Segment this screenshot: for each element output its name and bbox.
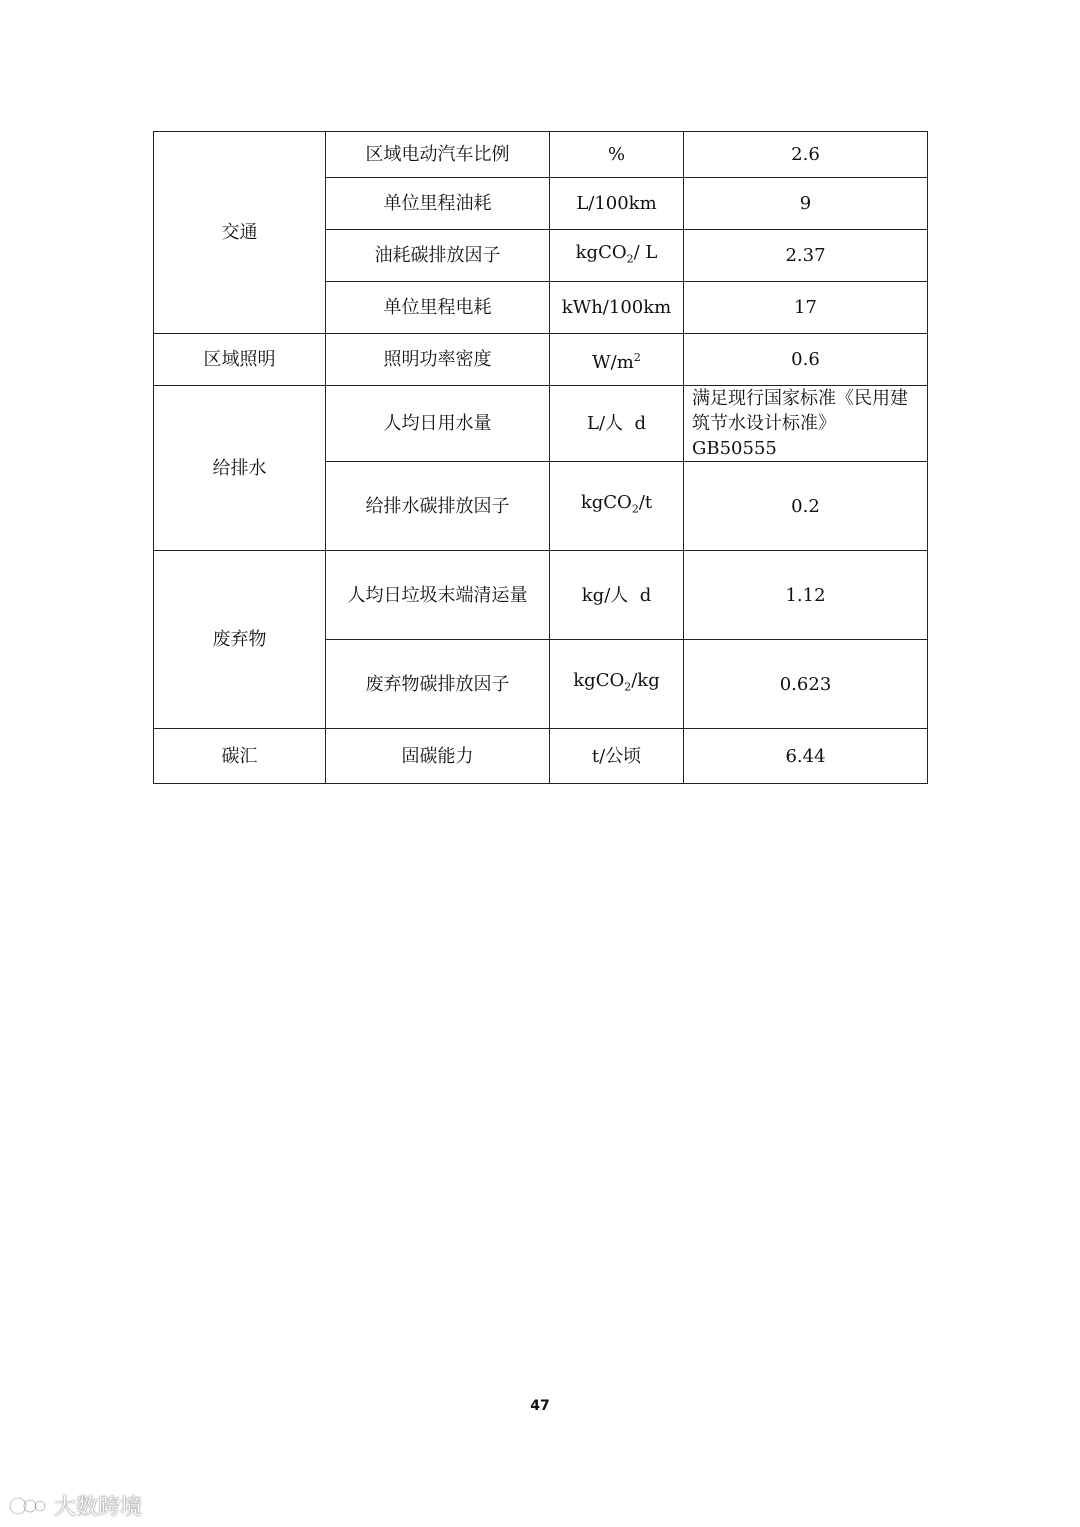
indicator-cell: 区域电动汽车比例: [326, 132, 550, 178]
table-row: [154, 334, 928, 386]
unit-cell: kg/人 d: [550, 551, 684, 640]
indicator-cell: 照明功率密度: [326, 334, 550, 386]
unit-cell: [550, 334, 684, 386]
value-cell: 2.37: [684, 230, 928, 282]
unit-prefix: kgCO: [580, 492, 632, 514]
indicator-cell: 人均日用水量: [326, 386, 550, 462]
unit-cell: t/公顷: [550, 729, 684, 784]
unit-prefix: kgCO: [573, 670, 625, 692]
indicator-cell: 给排水碳排放因子: [326, 462, 550, 551]
unit-cell: %: [550, 132, 684, 178]
indicator-cell: 人均日垃圾末端清运量: [326, 551, 550, 640]
indicator-cell: 废弃物碳排放因子: [326, 640, 550, 729]
unit-cell: L/100km: [550, 178, 684, 230]
indicator-cell: 单位里程油耗: [326, 178, 550, 230]
unit-suffix: / L: [633, 241, 658, 263]
value-cell: 满足现行国家标准《民用建筑节水设计标准》GB50555: [684, 386, 928, 462]
data-table: [153, 131, 928, 784]
unit-superscript: 2: [633, 350, 641, 364]
indicator-cell: 油耗碳排放因子: [326, 230, 550, 282]
value-cell: 0.6: [684, 334, 928, 386]
logo-icon: [8, 1494, 48, 1518]
watermark-text: 大数跨境: [54, 1495, 143, 1520]
unit-subscript: 2: [626, 252, 634, 266]
value-cell: 0.2: [684, 462, 928, 551]
indicator-cell: 固碳能力: [326, 729, 550, 784]
table-row: [154, 551, 928, 640]
value-cell: 0.623: [684, 640, 928, 729]
unit-suffix: /kg: [631, 670, 660, 692]
category-cell: 区域照明: [154, 334, 326, 386]
category-cell: 碳汇: [154, 729, 326, 784]
watermark: [8, 1490, 142, 1521]
category-cell: 给排水: [154, 386, 326, 551]
indicator-cell: 单位里程电耗: [326, 282, 550, 334]
value-cell: 9: [684, 178, 928, 230]
table-row: [154, 729, 928, 784]
table-row: [154, 132, 928, 178]
table-row: [154, 386, 928, 462]
category-cell: 交通: [154, 132, 326, 334]
unit-prefix: W/m: [592, 351, 634, 373]
unit-cell: [550, 462, 684, 551]
unit-cell: [550, 230, 684, 282]
unit-suffix: /t: [638, 492, 653, 514]
category-cell: 废弃物: [154, 551, 326, 729]
unit-cell: [550, 640, 684, 729]
value-cell: 6.44: [684, 729, 928, 784]
unit-prefix: kgCO: [575, 241, 627, 263]
unit-cell: kWh/100km: [550, 282, 684, 334]
unit-subscript: 2: [624, 680, 632, 694]
value-cell: 2.6: [684, 132, 928, 178]
unit-subscript: 2: [631, 502, 639, 516]
value-cell: 1.12: [684, 551, 928, 640]
page-number: 47: [530, 1398, 550, 1414]
value-cell: 17: [684, 282, 928, 334]
unit-cell: L/人 d: [550, 386, 684, 462]
